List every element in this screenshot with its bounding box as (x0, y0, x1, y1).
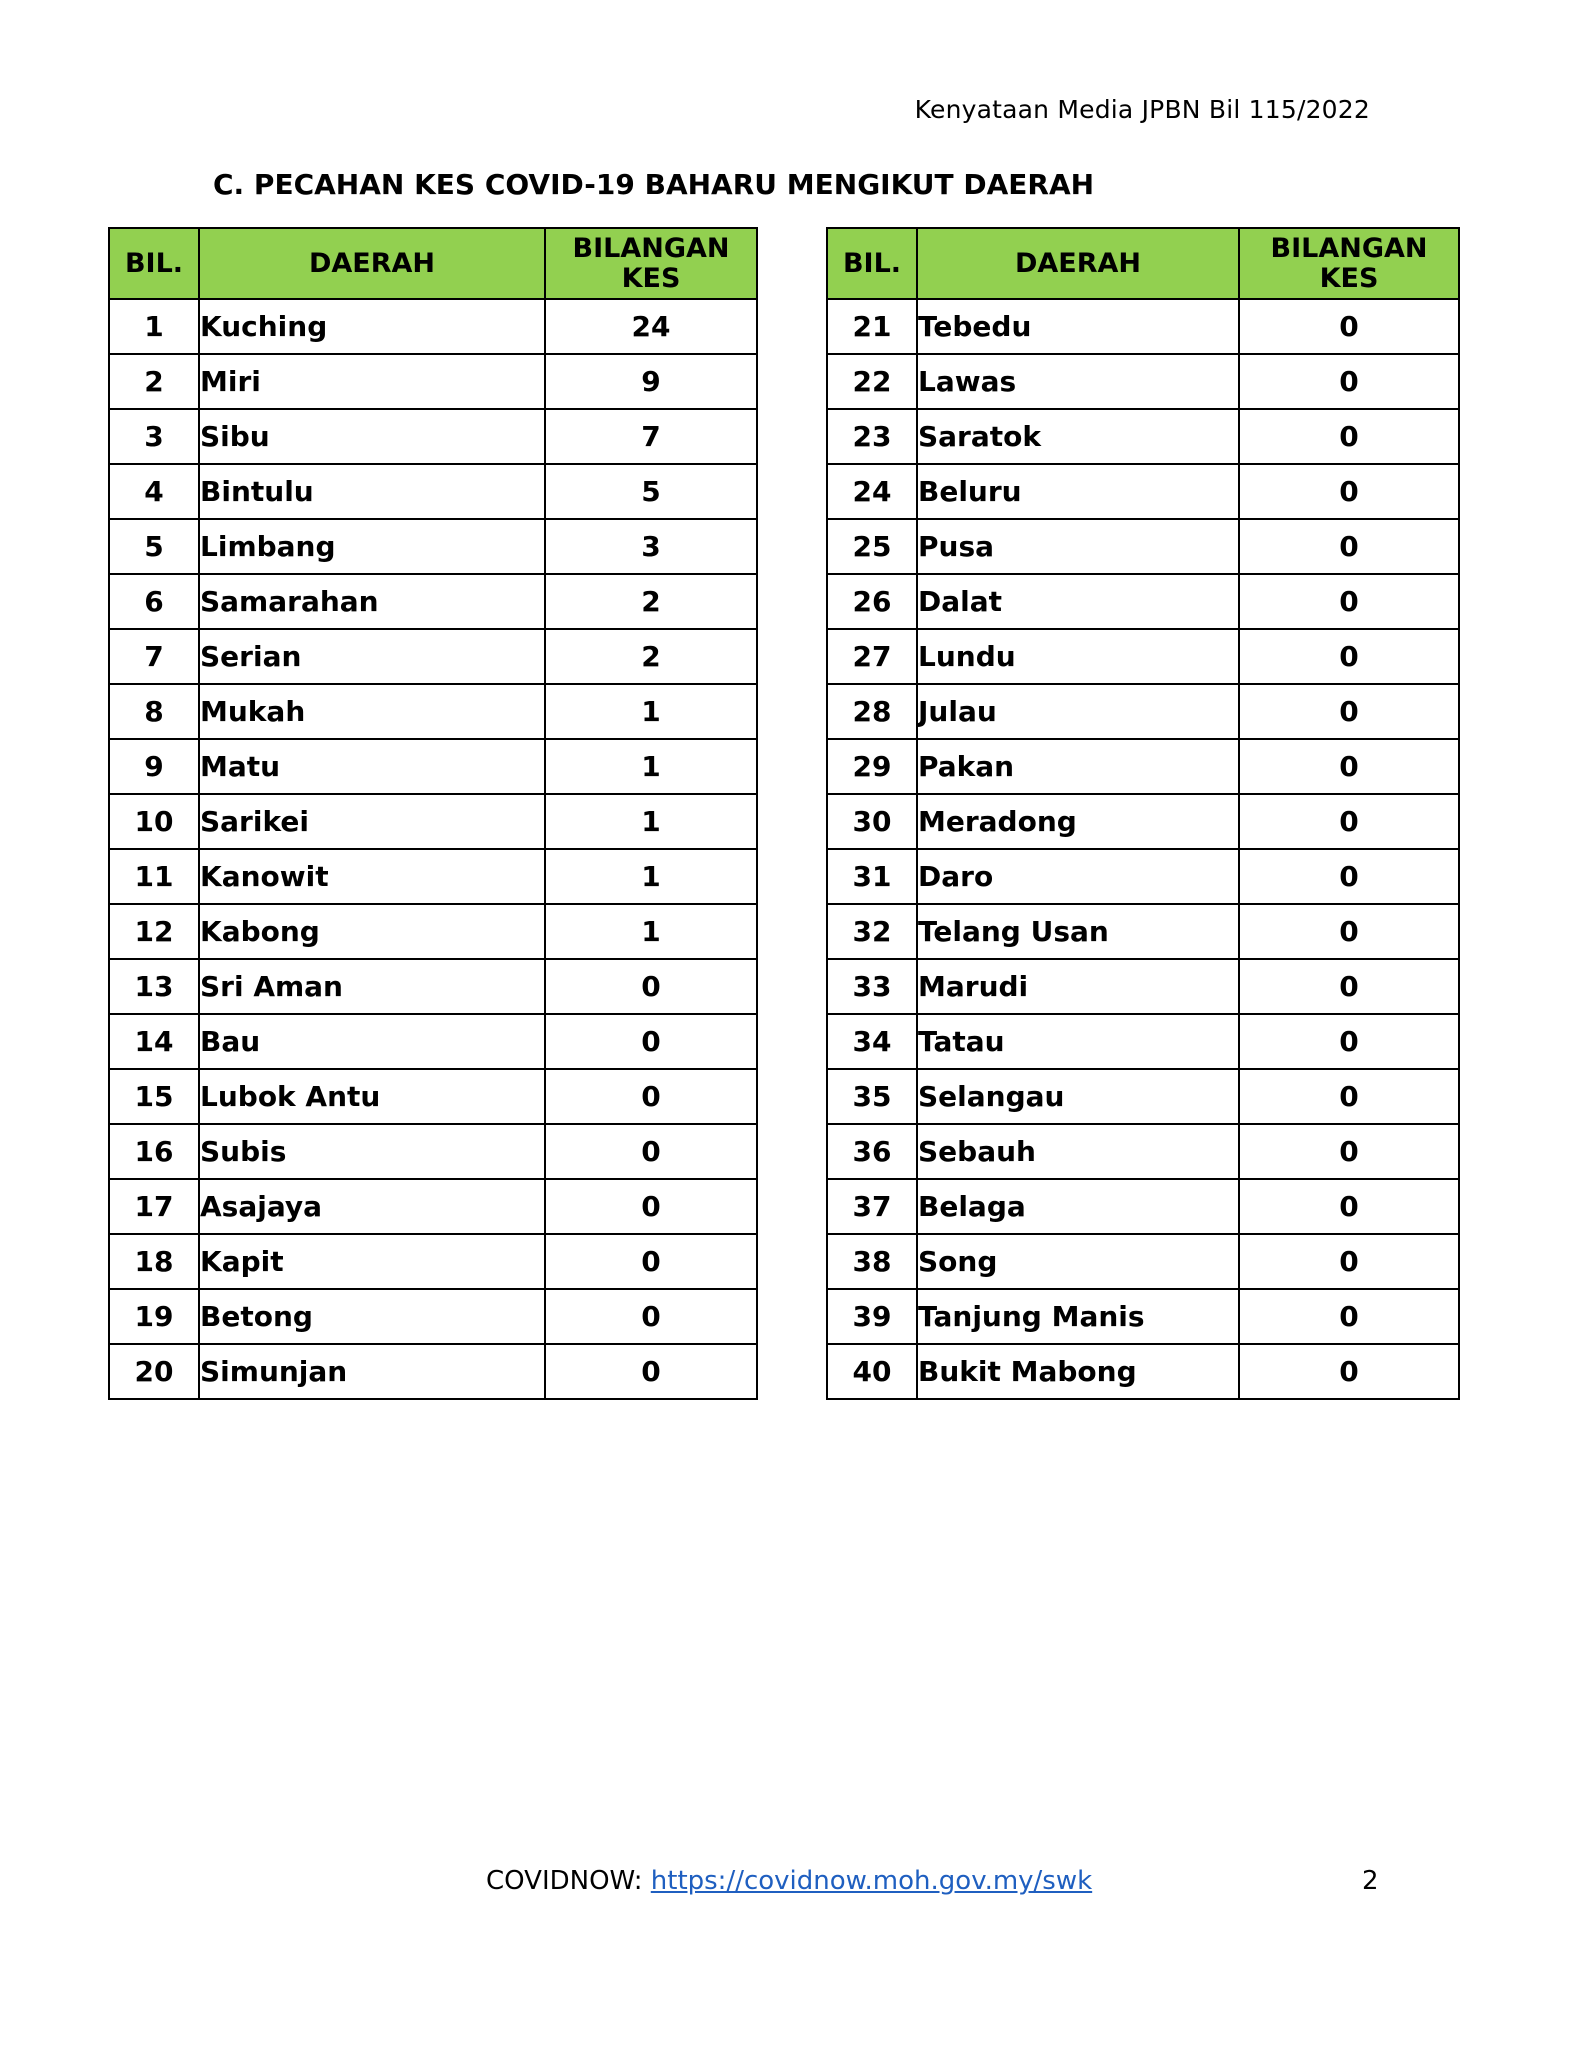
row-district: Dalat (917, 574, 1239, 629)
row-bil: 19 (109, 1289, 199, 1344)
row-case-count: 0 (545, 959, 757, 1014)
row-bil: 4 (109, 464, 199, 519)
header-daerah: DAERAH (199, 228, 545, 299)
row-district: Bukit Mabong (917, 1344, 1239, 1399)
table-row (827, 904, 1459, 959)
section-title: C. PECAHAN KES COVID-19 BAHARU MENGIKUT DAERAH (213, 168, 1095, 201)
row-case-count: 0 (545, 1124, 757, 1179)
row-district: Tebedu (917, 299, 1239, 354)
table-row (109, 629, 757, 684)
row-district: Subis (199, 1124, 545, 1179)
covidnow-link[interactable]: https://covidnow.moh.gov.my/swk (650, 1866, 1093, 1896)
row-case-count: 0 (1239, 574, 1459, 629)
row-case-count: 0 (1239, 299, 1459, 354)
row-bil: 16 (109, 1124, 199, 1179)
row-case-count: 2 (545, 574, 757, 629)
table-row (109, 1234, 757, 1289)
row-case-count: 9 (545, 354, 757, 409)
row-case-count: 0 (1239, 904, 1459, 959)
row-bil: 1 (109, 299, 199, 354)
table-row (109, 409, 757, 464)
row-bil: 10 (109, 794, 199, 849)
row-case-count: 0 (1239, 519, 1459, 574)
row-bil: 12 (109, 904, 199, 959)
table-row (827, 959, 1459, 1014)
row-district: Marudi (917, 959, 1239, 1014)
table-row (109, 1069, 757, 1124)
row-bil: 23 (827, 409, 917, 464)
row-district: Kanowit (199, 849, 545, 904)
row-bil: 32 (827, 904, 917, 959)
table-row (827, 464, 1459, 519)
row-case-count: 1 (545, 904, 757, 959)
row-case-count: 1 (545, 684, 757, 739)
row-bil: 38 (827, 1234, 917, 1289)
row-district: Matu (199, 739, 545, 794)
table-row (827, 1344, 1459, 1399)
page-number: 2 (1362, 1866, 1379, 1896)
row-bil: 5 (109, 519, 199, 574)
row-case-count: 0 (1239, 959, 1459, 1014)
row-district: Lawas (917, 354, 1239, 409)
table-row (827, 1179, 1459, 1234)
header-bil: BIL. (827, 228, 917, 299)
row-case-count: 0 (545, 1014, 757, 1069)
district-cases-table-right (826, 227, 1460, 1400)
header-bilangan-line1: BILANGAN (572, 232, 730, 264)
row-bil: 35 (827, 1069, 917, 1124)
row-bil: 30 (827, 794, 917, 849)
row-bil: 21 (827, 299, 917, 354)
row-bil: 24 (827, 464, 917, 519)
row-case-count: 7 (545, 409, 757, 464)
header-bil: BIL. (109, 228, 199, 299)
row-district: Samarahan (199, 574, 545, 629)
row-case-count: 5 (545, 464, 757, 519)
row-case-count: 0 (1239, 1014, 1459, 1069)
district-cases-table-left (108, 227, 758, 1400)
table-row (109, 1014, 757, 1069)
row-bil: 22 (827, 354, 917, 409)
document-reference: Kenyataan Media JPBN Bil 115/2022 (914, 95, 1370, 124)
row-bil: 6 (109, 574, 199, 629)
row-bil: 28 (827, 684, 917, 739)
row-case-count: 0 (545, 1344, 757, 1399)
row-case-count: 0 (1239, 1234, 1459, 1289)
row-bil: 8 (109, 684, 199, 739)
table-row (827, 519, 1459, 574)
table-row (109, 794, 757, 849)
row-bil: 26 (827, 574, 917, 629)
row-district: Lubok Antu (199, 1069, 545, 1124)
row-district: Pusa (917, 519, 1239, 574)
header-bilangan-kes (1239, 228, 1459, 299)
header-daerah: DAERAH (917, 228, 1239, 299)
row-case-count: 0 (1239, 1344, 1459, 1399)
row-case-count: 0 (1239, 354, 1459, 409)
table-header-row (109, 228, 757, 299)
row-district: Serian (199, 629, 545, 684)
table-row (109, 739, 757, 794)
row-case-count: 0 (1239, 739, 1459, 794)
row-district: Asajaya (199, 1179, 545, 1234)
row-case-count: 0 (1239, 794, 1459, 849)
row-bil: 25 (827, 519, 917, 574)
row-case-count: 0 (1239, 409, 1459, 464)
table-row (109, 354, 757, 409)
table-row (827, 629, 1459, 684)
row-district: Mukah (199, 684, 545, 739)
row-case-count: 24 (545, 299, 757, 354)
row-district: Bau (199, 1014, 545, 1069)
row-case-count: 1 (545, 794, 757, 849)
row-district: Song (917, 1234, 1239, 1289)
footer-source (486, 1866, 1092, 1896)
header-bilangan-line2: KES (621, 262, 681, 294)
row-district: Simunjan (199, 1344, 545, 1399)
header-bilangan-kes (545, 228, 757, 299)
table-row (827, 684, 1459, 739)
row-bil: 3 (109, 409, 199, 464)
row-district: Sebauh (917, 1124, 1239, 1179)
footer-prefix: COVIDNOW: (486, 1866, 651, 1896)
table-row (827, 354, 1459, 409)
table-row (827, 739, 1459, 794)
row-bil: 34 (827, 1014, 917, 1069)
row-case-count: 1 (545, 849, 757, 904)
row-district: Sarikei (199, 794, 545, 849)
row-district: Beluru (917, 464, 1239, 519)
header-bilangan-line1: BILANGAN (1270, 232, 1428, 264)
row-district: Telang Usan (917, 904, 1239, 959)
row-bil: 20 (109, 1344, 199, 1399)
row-case-count: 0 (1239, 1124, 1459, 1179)
row-district: Kuching (199, 299, 545, 354)
row-case-count: 0 (1239, 464, 1459, 519)
row-district: Betong (199, 1289, 545, 1344)
row-district: Miri (199, 354, 545, 409)
row-bil: 39 (827, 1289, 917, 1344)
row-bil: 29 (827, 739, 917, 794)
table-header-row (827, 228, 1459, 299)
table-row (827, 794, 1459, 849)
table-row (827, 299, 1459, 354)
row-bil: 2 (109, 354, 199, 409)
row-district: Kabong (199, 904, 545, 959)
row-case-count: 0 (1239, 849, 1459, 904)
row-district: Belaga (917, 1179, 1239, 1234)
table-row (109, 959, 757, 1014)
row-case-count: 0 (1239, 1179, 1459, 1234)
row-case-count: 0 (1239, 684, 1459, 739)
table-row (109, 519, 757, 574)
table-row (827, 1234, 1459, 1289)
row-bil: 37 (827, 1179, 917, 1234)
row-bil: 18 (109, 1234, 199, 1289)
row-bil: 40 (827, 1344, 917, 1399)
row-bil: 27 (827, 629, 917, 684)
row-district: Lundu (917, 629, 1239, 684)
table-row (109, 1179, 757, 1234)
table-row (109, 1124, 757, 1179)
table-row (109, 1344, 757, 1399)
table-row (109, 849, 757, 904)
table-row (827, 1289, 1459, 1344)
table-row (827, 409, 1459, 464)
table-row (827, 574, 1459, 629)
row-case-count: 0 (545, 1179, 757, 1234)
row-bil: 14 (109, 1014, 199, 1069)
row-district: Tanjung Manis (917, 1289, 1239, 1344)
table-row (109, 299, 757, 354)
row-bil: 7 (109, 629, 199, 684)
row-district: Pakan (917, 739, 1239, 794)
table-row (827, 1014, 1459, 1069)
table-row (827, 1069, 1459, 1124)
row-bil: 11 (109, 849, 199, 904)
table-row (827, 1124, 1459, 1179)
row-case-count: 0 (545, 1289, 757, 1344)
table-row (827, 849, 1459, 904)
row-district: Sibu (199, 409, 545, 464)
row-district: Bintulu (199, 464, 545, 519)
row-district: Tatau (917, 1014, 1239, 1069)
table-row (109, 904, 757, 959)
table-body-right (827, 299, 1459, 1399)
row-bil: 9 (109, 739, 199, 794)
row-bil: 36 (827, 1124, 917, 1179)
row-bil: 31 (827, 849, 917, 904)
row-case-count: 2 (545, 629, 757, 684)
row-bil: 15 (109, 1069, 199, 1124)
row-bil: 13 (109, 959, 199, 1014)
row-case-count: 0 (1239, 629, 1459, 684)
row-district: Kapit (199, 1234, 545, 1289)
row-district: Limbang (199, 519, 545, 574)
row-bil: 17 (109, 1179, 199, 1234)
row-case-count: 3 (545, 519, 757, 574)
row-case-count: 1 (545, 739, 757, 794)
row-case-count: 0 (545, 1234, 757, 1289)
table-row (109, 1289, 757, 1344)
row-district: Selangau (917, 1069, 1239, 1124)
table-row (109, 574, 757, 629)
row-district: Sri Aman (199, 959, 545, 1014)
table-body-left (109, 299, 757, 1399)
row-district: Julau (917, 684, 1239, 739)
table-row (109, 684, 757, 739)
row-district: Meradong (917, 794, 1239, 849)
row-case-count: 0 (1239, 1069, 1459, 1124)
row-district: Saratok (917, 409, 1239, 464)
row-district: Daro (917, 849, 1239, 904)
row-case-count: 0 (1239, 1289, 1459, 1344)
table-row (109, 464, 757, 519)
row-case-count: 0 (545, 1069, 757, 1124)
header-bilangan-line2: KES (1319, 262, 1379, 294)
row-bil: 33 (827, 959, 917, 1014)
